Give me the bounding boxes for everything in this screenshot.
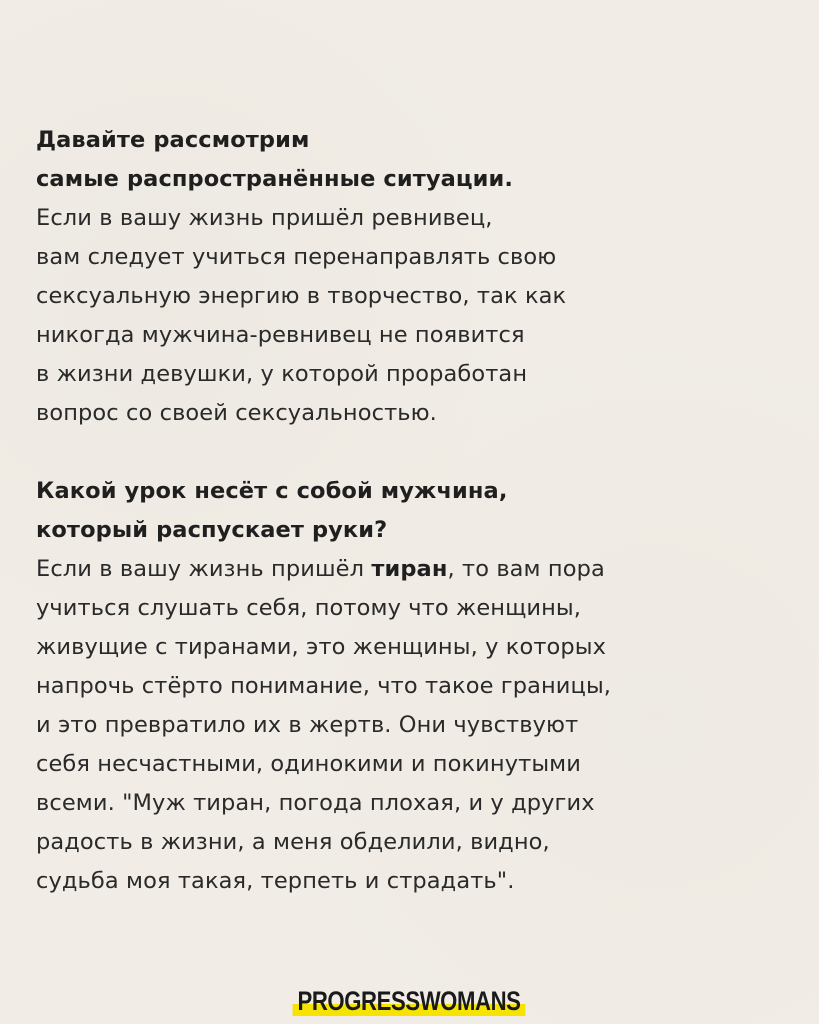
paragraph-line: в жизни девушки, у которой проработан — [36, 361, 528, 387]
paragraph-line: вам следует учиться перенаправлять свою — [36, 244, 557, 270]
paragraph-line: учиться слушать себя, потому что женщины, — [36, 595, 582, 621]
brand-footer — [0, 980, 819, 1024]
section-heading-line: Какой урок несёт с собой мужчина, — [36, 478, 508, 504]
section-heading-line: Давайте рассмотрим — [36, 127, 310, 153]
paragraph-line: судьба моя такая, терпеть и страдать". — [36, 868, 515, 894]
paragraph-line: живущие с тиранами, это женщины, у которых — [36, 634, 607, 660]
paragraph-line: напрочь стёрто понимание, что такое границы, — [36, 673, 612, 699]
paragraph-line: всеми. "Муж тиран, погода плохая, и у других — [36, 790, 595, 816]
paragraph-line: никогда мужчина-ревнивец не появится — [36, 322, 525, 348]
paragraph-line: и это превратило их в жертв. Они чувствуют — [36, 712, 579, 738]
brand-logo-text: PROGRESSWOMANS — [297, 986, 522, 1016]
paragraph-line: радость в жизни, а меня обделили, видно, — [36, 829, 550, 855]
brand-logo — [293, 984, 526, 1018]
paragraph-line-with-emphasis — [36, 550, 796, 589]
text-before-emphasis: Если в вашу жизнь пришёл — [36, 556, 372, 582]
emphasized-word: тиран — [371, 556, 448, 582]
article-text — [36, 121, 796, 901]
paragraph-line: Если в вашу жизнь пришёл ревнивец, — [36, 205, 493, 231]
section-heading-line: самые распространённые ситуации. — [36, 166, 514, 192]
paragraph-line: вопрос со своей сексуальностью. — [36, 400, 437, 426]
paragraph-line: сексуальную энергию в творчество, так как — [36, 283, 567, 309]
section-heading-line: который распускает руки? — [36, 517, 388, 543]
section-tyrant — [36, 472, 796, 901]
paragraph-line: себя несчастными, одинокими и покинутыми — [36, 751, 581, 777]
text-after-emphasis: , то вам пора — [447, 556, 605, 582]
section-jealous — [36, 121, 796, 433]
